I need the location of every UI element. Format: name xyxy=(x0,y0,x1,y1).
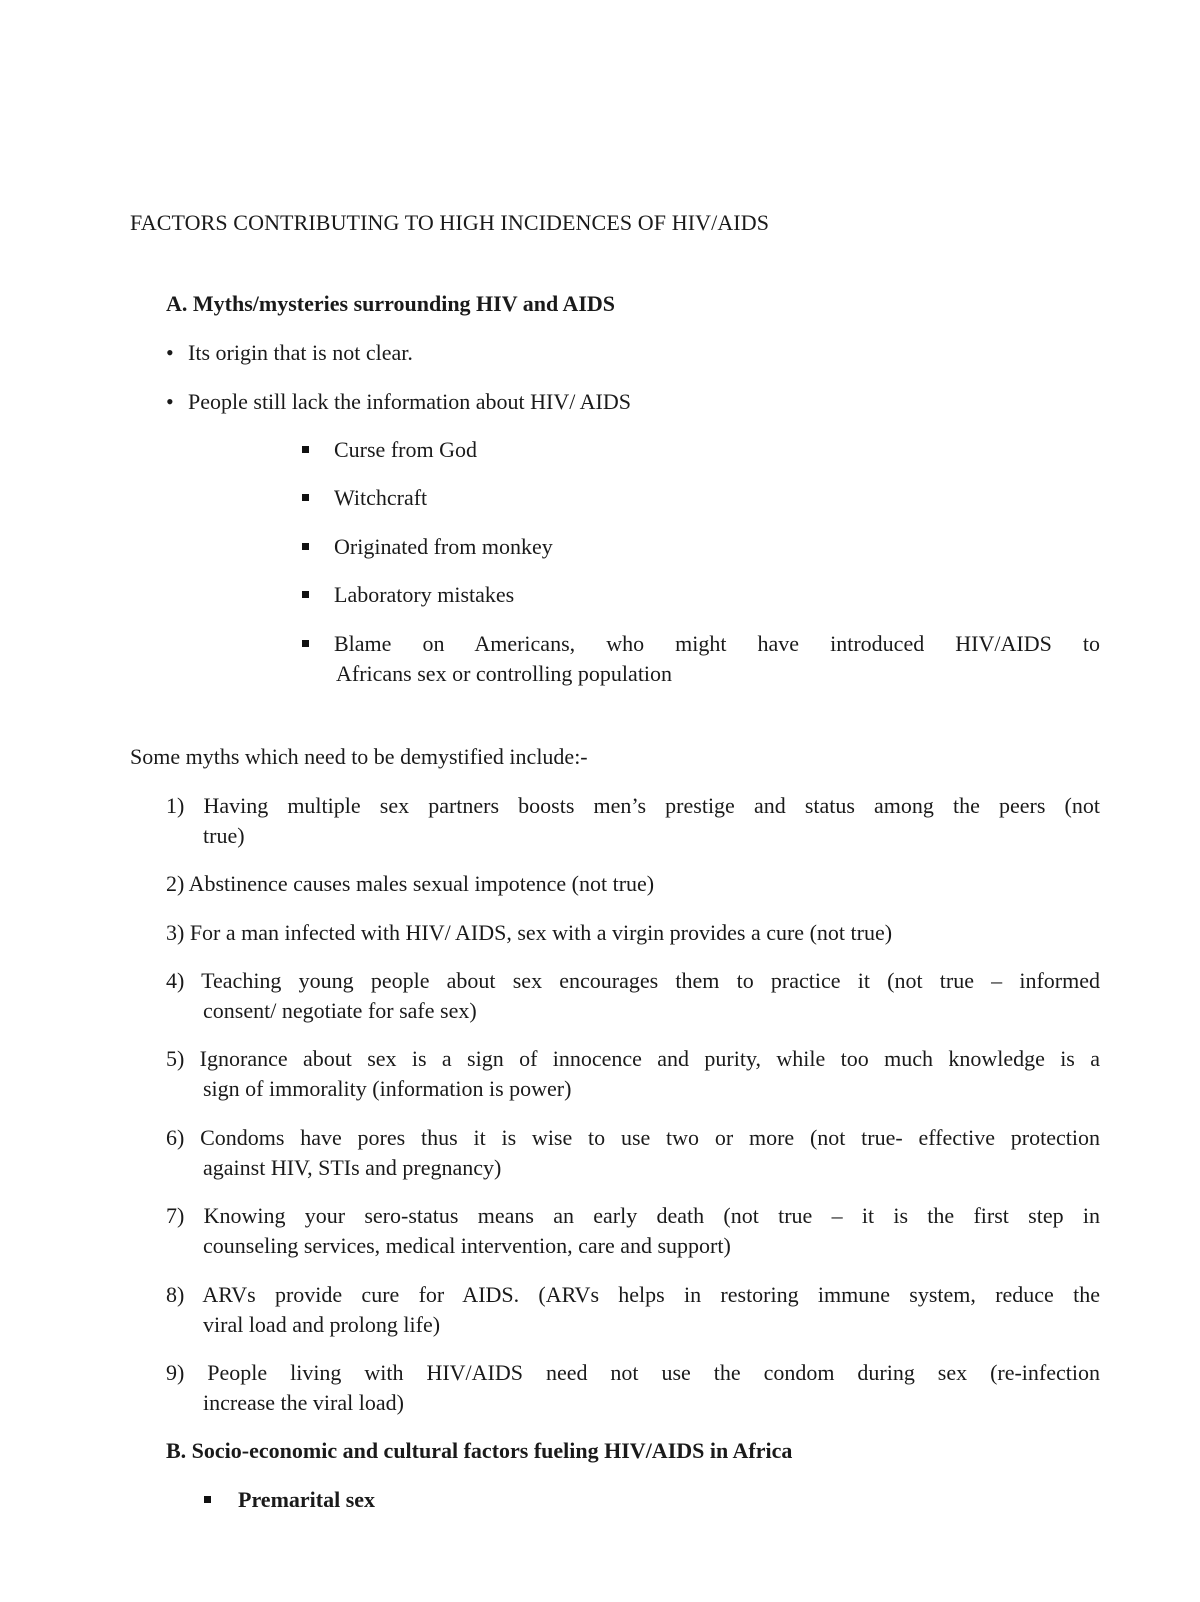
list-item-line: 9) People living with HIV/AIDS need not use the condom during sex (re-infection xyxy=(166,1360,1100,1385)
square-bullet-icon xyxy=(302,543,309,550)
section-b-heading: B. Socio-economic and cultural factors fueling HIV/AIDS in Africa xyxy=(166,1438,793,1463)
list-item-line: 7) Knowing your sero-status means an early death (not true – it is the first step in xyxy=(166,1203,1100,1228)
square-bullet-icon xyxy=(302,446,309,453)
bullet-text: Its origin that is not clear. xyxy=(188,340,413,365)
section-a-heading: A. Myths/mysteries surrounding HIV and AIDS xyxy=(166,291,616,316)
sub-bullet-text: Originated from monkey xyxy=(334,534,553,559)
square-bullet-icon xyxy=(302,591,309,598)
list-item-line: increase the viral load) xyxy=(203,1390,404,1415)
square-bullet-icon xyxy=(204,1496,211,1503)
sub-bullet-item xyxy=(334,629,1100,689)
list-item-line: 5) Ignorance about sex is a sign of innocence and purity, while too much knowledge is a xyxy=(166,1046,1100,1071)
sub-bullet-text: Premarital sex xyxy=(238,1487,376,1512)
list-item-line: counseling services, medical intervention, care and support) xyxy=(203,1233,731,1258)
list-item xyxy=(166,1358,1100,1418)
bullet-item xyxy=(166,338,413,368)
bullet-dot-icon: • xyxy=(166,389,174,414)
sub-bullet-line: Africans sex or controlling population xyxy=(336,661,673,686)
sub-bullet-line: Blame on Americans, who might have introduced HIV/AIDS to xyxy=(334,631,1100,656)
list-item-line: sign of immorality (information is power) xyxy=(203,1076,572,1101)
list-item xyxy=(166,1201,1100,1261)
list-item-line: against HIV, STIs and pregnancy) xyxy=(203,1155,502,1180)
list-item-line: consent/ negotiate for safe sex) xyxy=(203,998,477,1023)
sub-bullet-text: Curse from God xyxy=(334,437,477,462)
bullet-dot-icon: • xyxy=(166,340,174,365)
bullet-item xyxy=(166,387,631,417)
list-item xyxy=(166,1280,1100,1340)
list-item xyxy=(166,791,1100,851)
list-item xyxy=(166,966,1100,1026)
list-item xyxy=(166,1044,1100,1104)
list-item-line: true) xyxy=(203,823,245,848)
square-bullet-icon xyxy=(302,494,309,501)
list-item-line: 1) Having multiple sex partners boosts men’s prestige and status among the peers (not xyxy=(166,793,1100,818)
list-item: 2) Abstinence causes males sexual impotence (not true) xyxy=(166,871,655,896)
sub-bullet-text: Laboratory mistakes xyxy=(334,582,515,607)
list-item-line: 4) Teaching young people about sex encourages them to practice it (not true – informed xyxy=(166,968,1100,993)
list-item xyxy=(166,1123,1100,1183)
bullet-text: People still lack the information about HIV/ AIDS xyxy=(188,389,631,414)
myths-intro: Some myths which need to be demystified include:- xyxy=(130,744,588,769)
square-bullet-icon xyxy=(302,640,309,647)
list-item-line: viral load and prolong life) xyxy=(203,1312,441,1337)
list-item-line: 8) ARVs provide cure for AIDS. (ARVs helps in restoring immune system, reduce the xyxy=(166,1282,1100,1307)
page-title: FACTORS CONTRIBUTING TO HIGH INCIDENCES OF HIV/AIDS xyxy=(130,210,770,235)
list-item-line: 6) Condoms have pores thus it is wise to use two or more (not true- effective protection xyxy=(166,1125,1100,1150)
list-item: 3) For a man infected with HIV/ AIDS, sex with a virgin provides a cure (not true) xyxy=(166,920,893,945)
sub-bullet-text: Witchcraft xyxy=(334,485,428,510)
